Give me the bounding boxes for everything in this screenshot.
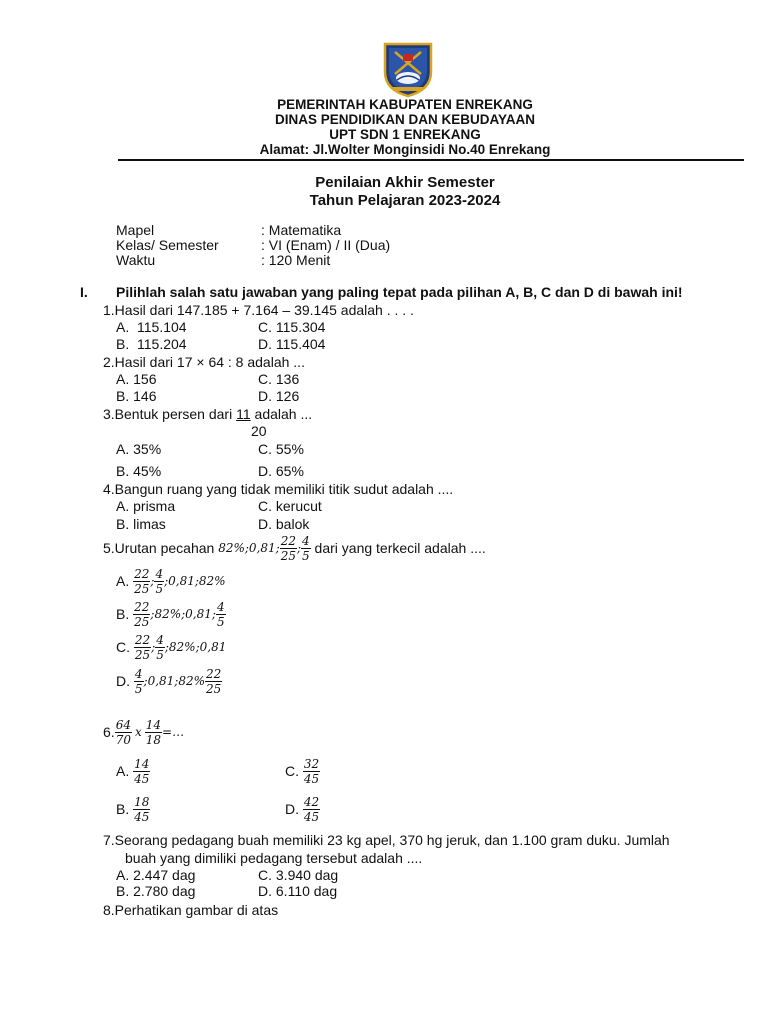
- header-line-school: UPT SDN 1 ENREKANG: [329, 127, 481, 142]
- header-line-department: DINAS PENDIDIKAN DAN KEBUDAYAAN: [274, 112, 536, 127]
- fraction: $\frac{14}{18}$: [145, 717, 162, 747]
- header-divider: [118, 159, 744, 161]
- question-2-option-a: A. 156: [116, 371, 157, 387]
- question-8-text: 8.Perhatikan gambar di atas: [103, 902, 279, 918]
- question-2-option-d: D. 126: [258, 388, 300, 404]
- question-7-option-a: A. 2.447 dag: [116, 867, 196, 883]
- question-5-fraction-2: $\frac{4}{5}$: [302, 533, 310, 563]
- fraction: $\frac{4}{5}$: [216, 599, 225, 629]
- academic-year: Tahun Pelajaran 2023-2024: [309, 192, 501, 209]
- question-5-expr: 82%;0,81;: [218, 541, 280, 555]
- header-line-government: PEMERINTAH KABUPATEN ENREKANG: [277, 97, 533, 112]
- exam-title: Penilaian Akhir Semester: [315, 174, 495, 191]
- fraction: $\frac{18}{45}$: [134, 794, 150, 824]
- question-4-option-a: A. prisma: [116, 498, 176, 514]
- question-5-suffix: dari yang terkecil adalah ....: [310, 540, 486, 556]
- section-instruction: Pilihlah salah satu jawaban yang paling tepat pada pilihan A, B, C dan D di bawah ini!: [116, 284, 683, 300]
- question-3-denominator: 20: [251, 423, 267, 439]
- fraction: $\frac{4}{5}$: [155, 566, 164, 596]
- info-value-class: : VI (Enam) / II (Dua): [261, 237, 391, 253]
- question-7-option-c: C. 3.940 dag: [258, 867, 339, 883]
- question-7-text-line-1: 7.Seorang pedagang buah memiliki 23 kg apel, 370 hg jeruk, dan 1.100 gram duku. Jumlah: [103, 832, 670, 848]
- question-7-text-line-2: buah yang dimiliki pedagang tersebut adalah ....: [125, 850, 423, 866]
- header-line-address: Alamat: Jl.Wolter Monginsidi No.40 Enrekang: [259, 142, 551, 157]
- question-6-option-b: B. $\frac{18}{45}$: [116, 794, 150, 824]
- question-3-option-c: C. 55%: [258, 441, 304, 457]
- regency-emblem: [379, 38, 437, 98]
- fraction: $\frac{64}{70}$: [115, 717, 131, 747]
- fraction: $\frac{42}{45}$: [303, 794, 320, 824]
- question-4-text: 4.Bangun ruang yang tidak memiliki titik sudut adalah ....: [103, 481, 454, 497]
- question-3-suffix: adalah ...: [250, 406, 313, 422]
- question-4-option-d: D. balok: [258, 516, 310, 532]
- question-5-option-b: B. $\frac{22}{25}$ ;82%;0,81; $\frac{4}{5}$: [116, 599, 225, 629]
- question-3-numerator: 11: [236, 406, 251, 422]
- question-5-option-d: D. $\frac{4}{5}$ ;0,81;82% $\frac{22}{25}$: [116, 666, 222, 696]
- section-number: I.: [80, 284, 88, 300]
- question-4-option-b: B. limas: [116, 516, 166, 532]
- question-3-option-a: A. 35%: [116, 441, 162, 457]
- question-7-option-d: D. 6.110 dag: [258, 883, 338, 899]
- question-6-option-d: D. $\frac{42}{45}$: [285, 794, 320, 824]
- question-4-option-c: C. kerucut: [258, 498, 322, 514]
- info-label-class: Kelas/ Semester: [116, 237, 219, 253]
- question-5-prefix: 5.Urutan pecahan: [103, 540, 219, 556]
- info-label-time: Waktu: [116, 252, 156, 268]
- info-label-subject: Mapel: [116, 222, 155, 238]
- emblem-icon: [379, 38, 437, 98]
- fraction: $\frac{4}{5}$: [134, 666, 143, 696]
- question-3-option-b: B. 45%: [116, 463, 162, 479]
- question-1-option-a: A. 115.104: [116, 319, 187, 335]
- fraction: $\frac{22}{25}$: [206, 666, 222, 696]
- info-value-subject: : Matematika: [261, 222, 342, 238]
- question-1-text: 1.Hasil dari 147.185 + 7.164 – 39.145 adalah . . . .: [103, 302, 414, 318]
- question-5-option-a: A. $\frac{22}{25}$ ; $\frac{4}{5}$ ;0,81;82%: [116, 566, 226, 596]
- question-1-option-d: D. 115.404: [258, 336, 326, 352]
- question-2-text: 2.Hasil dari 17 × 64 : 8 adalah ...: [103, 354, 305, 370]
- fraction: $\frac{4}{5}$: [156, 632, 164, 662]
- question-3-option-d: D. 65%: [258, 463, 304, 479]
- question-5-fraction-1: $\frac{22}{25}$: [280, 533, 296, 563]
- question-1-option-c: C. 115.304: [258, 319, 326, 335]
- question-7-option-b: B. 2.780 dag: [116, 883, 196, 899]
- question-3-text: [103, 406, 312, 422]
- question-6-text: 6. $\frac{64}{70}$ x $\frac{14}{18}$ =…: [103, 717, 185, 747]
- fraction: $\frac{22}{25}$: [134, 632, 151, 662]
- question-3-prefix: 3.Bentuk persen dari: [103, 406, 237, 422]
- question-5-option-c: C. $\frac{22}{25}$ ; $\frac{4}{5}$ ;82%;0,81: [116, 632, 227, 662]
- fraction: $\frac{22}{25}$: [134, 599, 150, 629]
- question-6-option-c: C. $\frac{32}{45}$: [285, 756, 320, 786]
- fraction: $\frac{14}{45}$: [134, 756, 150, 786]
- fraction: $\frac{22}{25}$: [134, 566, 150, 596]
- question-2-option-c: C. 136: [258, 371, 300, 387]
- question-5-text: 5.Urutan pecahan 82%;0,81; $\frac{22}{25}$ ; $\frac{4}{5}$ dari yang terkecil adalah ....: [103, 533, 486, 563]
- fraction: $\frac{32}{45}$: [303, 756, 320, 786]
- question-2-option-b: B. 146: [116, 388, 157, 404]
- question-1-option-b: B. 115.204: [116, 336, 187, 352]
- info-value-time: : 120 Menit: [261, 252, 331, 268]
- question-6-option-a: A. $\frac{14}{45}$: [116, 756, 150, 786]
